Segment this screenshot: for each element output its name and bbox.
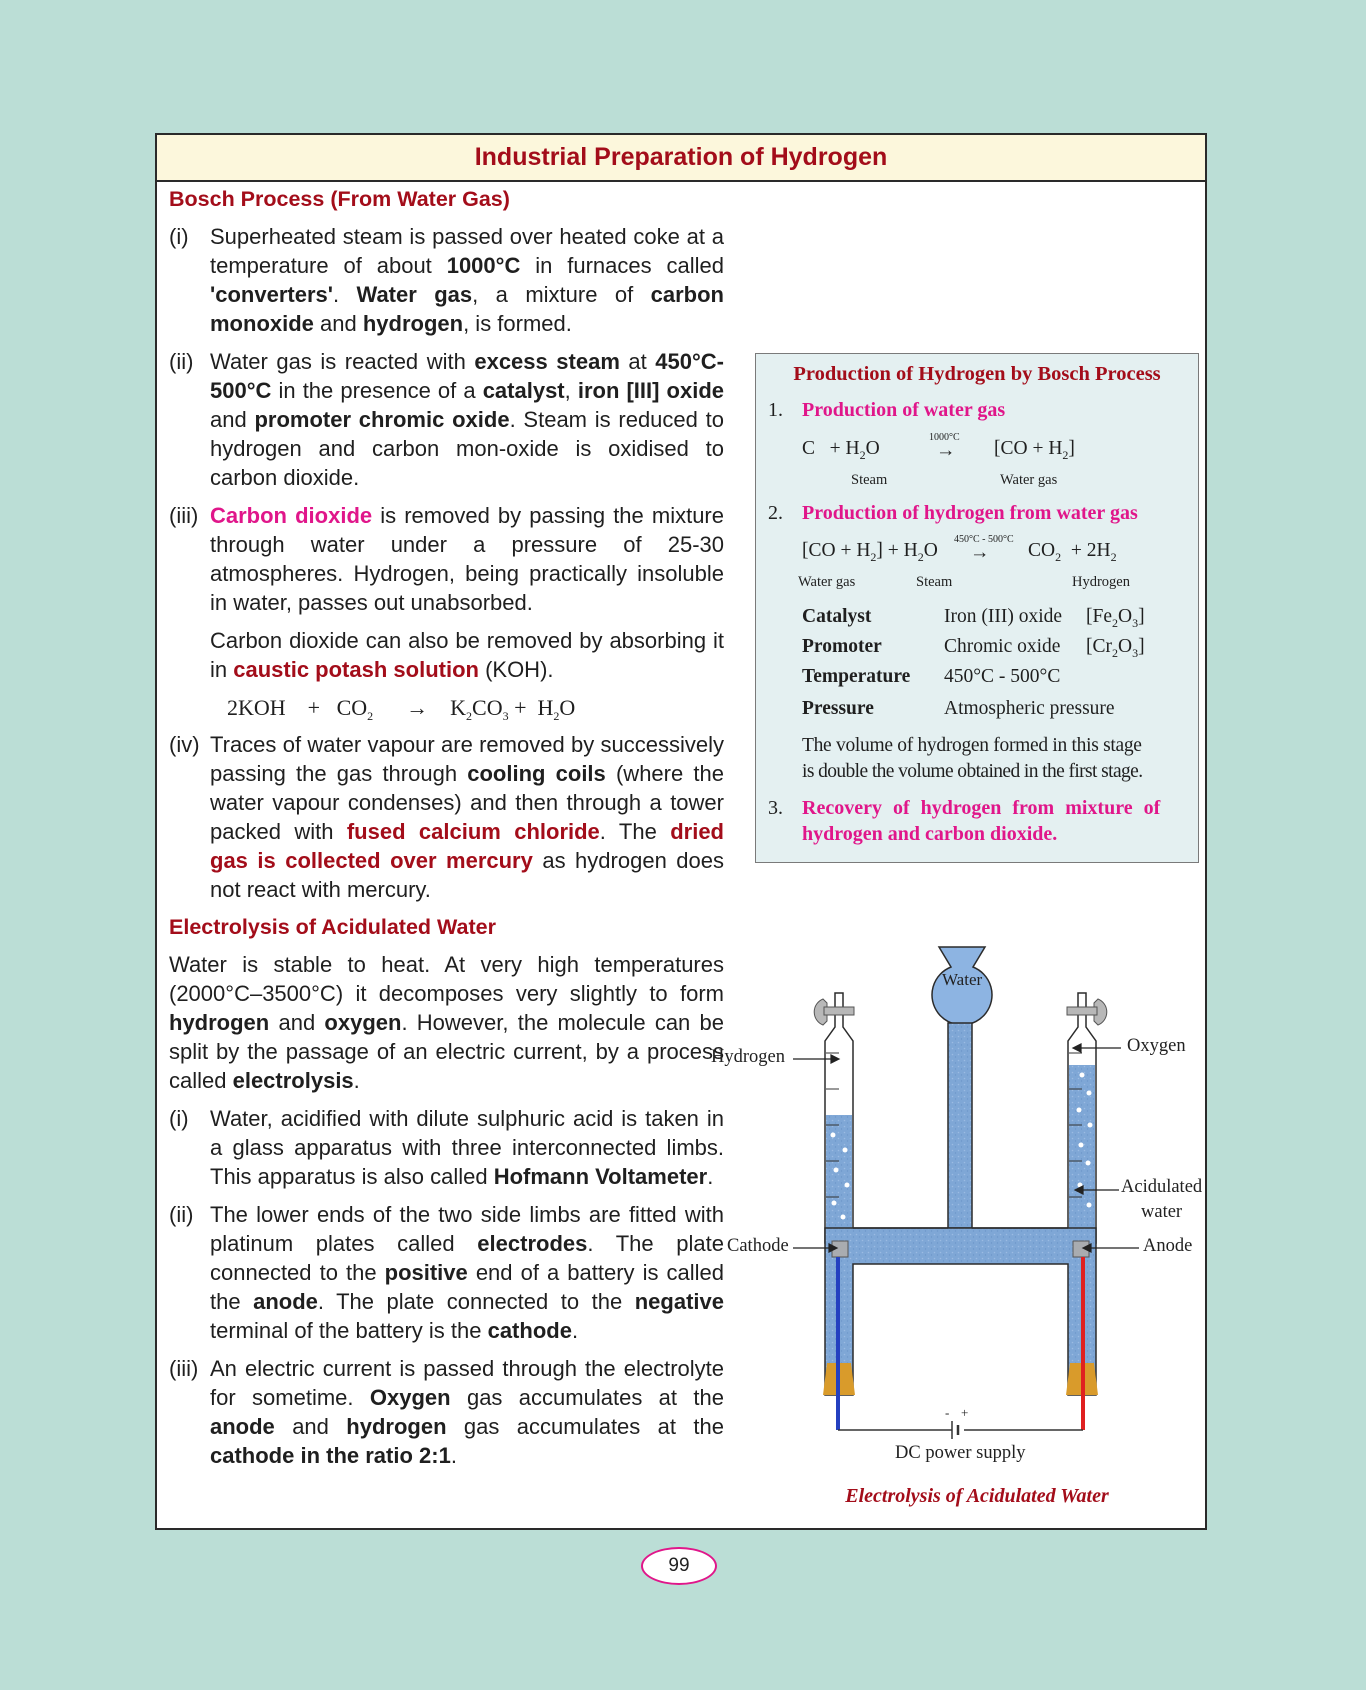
electrolysis-item-1: (i) Water, acidified with dilute sulphuric acid is taken in a glass apparatus with three interconnected limbs. This apparatus is also called Hofmann Voltameter. bbox=[169, 1106, 724, 1189]
label-hydrogen: Hydrogen bbox=[711, 1047, 785, 1067]
bosch-item-2: (ii) Water gas is reacted with excess steam at 450°C-500°C in the presence of a catalyst, iron [III] oxide and promoter chromic oxide. Steam is reduced to hydrogen and carbon mon-oxide is oxidised to carbon dioxide. bbox=[169, 349, 725, 490]
water-gas-equation: C + $H_2O$ bbox=[802, 438, 880, 462]
label-acidulated-water: water bbox=[1141, 1202, 1183, 1222]
label-cathode: Cathode bbox=[727, 1236, 789, 1256]
hydrogen-equation: $[CO + H_2] + H_2O$ bbox=[802, 540, 938, 564]
electrolysis-intro: Water is stable to heat. At very high temperatures (2000°C–3500°C) it decomposes very slightly to form hydrogen and oxygen. However, the molecule can be split by the passage of an electric current, by a process called electrolysis. bbox=[169, 952, 724, 1093]
box-step-2: 2. Production of hydrogen from water gas bbox=[768, 502, 1138, 524]
bosch-summary-box: Production of Hydrogen by Bosch Process 1. Production of water gas C + $H_2O$ 1000°C → $[CO + H_2]$ Steam Water gas 2. Production of hydrogen from water gas $[CO + H_2] + H_2O$ 450°C - 500°C → $CO_2 + 2H_2$ Water gas Steam Hydrogen Catalyst Iron (III) oxide $[Fe_2O_3]$ Promoter Chromic oxide $[Cr_2O_3]$ Temperature 450°C - 500°C Pressure Atmospheric pressure The volume of hydrogen formed in this stage is double the volume obtained in the first stage. 3. Recovery of hydrogen from mixture of hydrogen and carbon dioxide. bbox=[755, 353, 1199, 863]
page-frame bbox=[155, 133, 1207, 1530]
koh-paragraph: Carbon dioxide can also be removed by absorbing it in caustic potash solution (KOH). bbox=[210, 628, 724, 682]
battery-plus: + bbox=[961, 1405, 969, 1420]
page-number: 99 bbox=[641, 1547, 717, 1585]
bosch-item-4: (iv) Traces of water vapour are removed by successively passing the gas through cooling coils (where the water vapour condenses) and then through a tower packed with fused calcium chloride. The dried gas is collected over mercury as hydrogen does not react with mercury. bbox=[169, 732, 724, 902]
label-acidulated: Acidulated bbox=[1121, 1177, 1203, 1197]
left-column bbox=[169, 181, 724, 1479]
voltameter-illustration bbox=[747, 945, 1207, 1505]
box-step-3: 3. Recovery of hydrogen from mixture of bbox=[768, 797, 1161, 819]
battery-minus: - bbox=[945, 1405, 950, 1420]
label-dc-power: DC power supply bbox=[895, 1443, 1026, 1463]
koh-equation: 2KOH + $CO_2$ → $K_2CO_3 + H_2O$ bbox=[227, 695, 576, 723]
electrolysis-item-2: (ii) The lower ends of the two side limbs are fitted with platinum plates called electrodes. The plate connected to the positive end of a battery is called the anode. The plate connected to the negative terminal of the battery is the cathode. bbox=[169, 1202, 725, 1343]
hofmann-voltameter-diagram bbox=[711, 945, 1207, 1525]
bosch-heading: Bosch Process (From Water Gas) bbox=[169, 187, 510, 211]
electrolysis-item-3: (iii) An electric current is passed through the electrolyte for sometime. Oxygen gas accumulates at the anode and hydrogen gas accumulates at the cathode in the ratio 2:1. bbox=[169, 1356, 724, 1468]
label-anode: Anode bbox=[1143, 1236, 1193, 1256]
label-water: Water bbox=[942, 970, 983, 989]
box-step-1: 1. Production of water gas bbox=[768, 399, 1006, 421]
bosch-item-3: (iii) Carbon dioxide is removed by passing the mixture through water under a pressure of 25-30 atmospheres. Hydrogen, being practically insoluble in water, passes out unabsorbed. bbox=[169, 503, 724, 615]
label-oxygen: Oxygen bbox=[1127, 1036, 1186, 1056]
page-title: Industrial Preparation of Hydrogen bbox=[157, 135, 1205, 182]
bosch-item-1: (i) Superheated steam is passed over heated coke at a temperature of about 1000°C in furnaces called 'converters'. Water gas, a mixture of carbon monoxide and hydrogen, is formed. bbox=[169, 224, 725, 336]
diagram-caption: Electrolysis of Acidulated Water bbox=[845, 1485, 1109, 1507]
electrolysis-heading: Electrolysis of Acidulated Water bbox=[169, 915, 496, 939]
box-title: Production of Hydrogen by Bosch Process bbox=[793, 363, 1161, 385]
